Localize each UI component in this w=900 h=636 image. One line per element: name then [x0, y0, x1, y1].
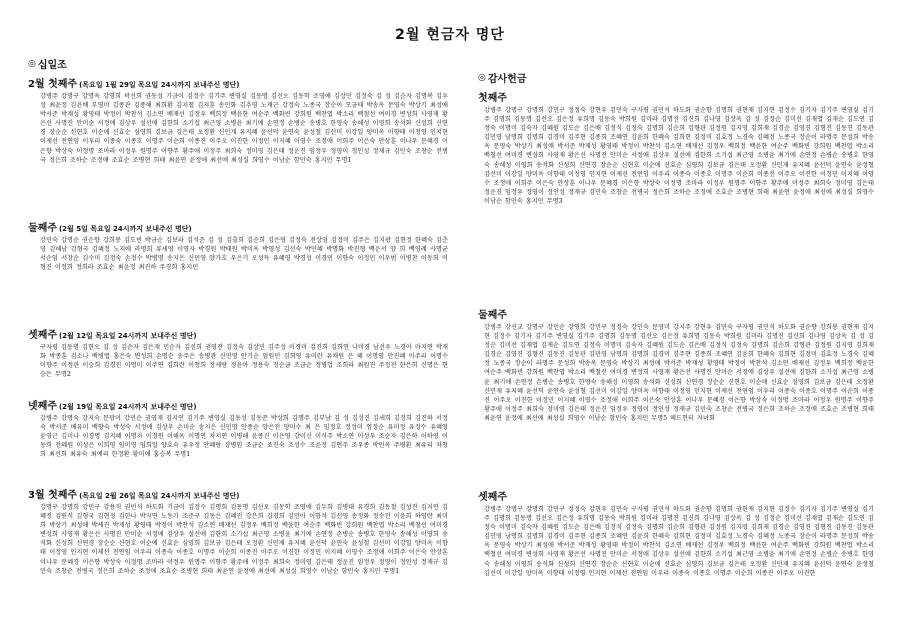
week-title: 셋째주: [478, 492, 507, 503]
page-title: 2월 현금자 명단: [395, 27, 505, 43]
thanksgiving-column: [478, 70, 874, 587]
donor-names: 강민숙 강명순 권순향 강희봉 김도빈 박금순 김보라 김석준 김 성 김출희 김순희 김은영 김정숙 전상영 김정미 김주은 김지광 김현정 한혜숙 김춘영 김해남 김형국 김혜정 노지애 라명희 류세영 이영자 박경원 박태원 박미옥 박영성 김선숙 박민혜 박명화 박진형 백운서 양 희 백영례 사명균 서순임 서장순 김수미 김정숙 손정수 박병명 송지은 신민영 양가호 우은기 오성득 유혜영 박경성 이경민 이향숙 이정민 이우범 이병찬 이동희 이형진 이정희 정희라 조효순 최윤정 최진하 주경희 홍지민: [40, 237, 448, 272]
tithe-week-2: [28, 219, 448, 318]
donor-names: 강병주 강명구 강명옥 강영희 곽선희 권동성 기금이 김정수 김기주 변영실 김동명 김선오 김동학 조영애 김상민 김정숙 김 성 김순자 김명복 김우성 최윤정 김윤배 부영미 김종관 김종해 최희환 김지철 김지훈 송민화 김추영 노재근 강정숙 노종국 장순이 모금태 박송옥 문영숙 박상기 최성애 박서준 박재성 황영태 박정이 박찬석 김소연 배재선 김정우 백희정 백윤한 여순주 백화빈 강희원 백찬엽 박소리 백철선 여미경 변성희 사영재 황은선 사명진 안미순 서정애 김상우 설선애 김한희 소기섭 최근영 소병윤 최기애 손연정 손병순 송병호 한영숙 송해성 이영희 송석화 신성희 신연경 장순순 신현호 이순애 신효순 심영희 김보금 김은태 오정환 신민재 유지혜 윤선덕 윤연숙 윤성철 김선미 이강일 양미옥 이향태 이정영 인지현 이제선 전연임 이우리 이종숙 이종호 이명주 이순희 이종진 이주오 이진한 이정민 이지혜 이영수 조정애 이희주 이은숙 안상훈 이나우 문혜경 이은향 박상숙 이정명 조마라 이정우 원명주 이향주 황주애 이정주 최희숙 정미영 김은태 정운진 임정우 정영이 정인성 정재규 김민숙 조창순 전병국 정은희 조하순 조정애 조효순 조병현 희태 최윤연 윤정애 최선애 최성실 희영수 이남순 함민숙 홍지민 무명1: [40, 93, 448, 164]
tithe-week-4: [28, 397, 448, 478]
week-header: [28, 75, 448, 90]
bullet-icon: ◎: [478, 72, 486, 83]
thanksgiving-section-header: [478, 70, 874, 85]
week-title: 셋째주: [28, 330, 57, 341]
week-header: [28, 326, 448, 341]
week-title: 둘째주: [478, 310, 507, 321]
donor-names: 강병주 강명구 강명희 강민구 정정숙 강현우 김민숙 구자평 권민석 하도화 권순향 김명희 권현재 김지현 김정수 김기자 김기주 변영실 김기주 김명희 김동명 김선오 김은정 유희명 김동숙 박희원 김미라 김명진 김신희 김나영 김상옥 김 성 김정순 김미선 김재엽 김재순 김도연 김정숙 이명미 김숙자 김혜원 김도순 김은배 김정식 김정숙 김명희 김순희 김형관 김정원 김지영 김희재 김경순 김영진 김형진 김동진 김동관 김민영 남명희 김명희 김경미 김주현 김종희 조혜연 김윤희 한혜숙 김희현 김정미 김효정 노경숙 김혜정 노종국 장순이 라명주 문성희 박송옥 문영숙 박상기 최성애 박서준 박재성 황영태 박정이 박찬석 김소연 배재선 김정우 백희정 백윤한 여순주 백화빈 강희원 백찬엽 박소리 백철선 여미경 변성희 사영재 황은선 사명진 안미순 서정애 김상우 설선애 김한희 소기섭 최근영 소병윤 최기애 손연정 손병순 송병호 한영숙 송해성 이영희 송석화 신성희 신연경 장순순 신현호 이순애 신효순 심영희 김보금 김은태 오정환 신민재 유지혜 윤선덕 윤연숙 윤성철 김선미 이강일 양미옥 이향태 이정영 인지현 이제선 전연임 이우리 이종숙 이종호 이명주 이순희 이종진 이주오 이진한: [484, 506, 874, 577]
tithe-week-5: [28, 486, 448, 603]
week-note: (목요일 2월 26일 목요일 24시까지 보내주신 명단): [79, 492, 240, 500]
week-note: (2월 19일 목요일 24시까지 보내주신 명단): [58, 403, 197, 411]
week-title: 3월 첫째주: [28, 490, 78, 501]
week-note: (2월 5일 목요일 24시까지 보내주신 명단): [58, 225, 192, 233]
week-title: 넷째주: [28, 401, 57, 412]
week-header: [28, 486, 448, 501]
tithe-section-header: [28, 56, 448, 71]
donor-names: 강명구 강명희 강민구 강용직 권민석 하도화 기금이 김정수 김명희 김동명 김선오 김동학 조영애 김두희 김병대 유경희 김동철 김성진 김지연 김혜정 김원식 김형국 김현정 김한나 박지연 노동기 조준구 김동은 김혜진 강은희 김경희 김민아 이항석 김선영 송정화 정수진 이윤희 하영란 최미희 박상기 최성애 박세진 박재성 황영태 박정이 박찬석 김소연 배재선 김정우 백희정 백윤한 여순주 백화빈 강희원 백찬엽 박소리 백철선 여미경 변성희 사영재 황은선 사명진 안미순 서정애 김상우 설선애 김한희 소기섭 최근영 소병윤 최기애 손연정 손병순 송병호 한영숙 송해성 이영희 송석화 신성희 신연경 장순순 신현호 이순애 신효순 심영희 김보금 김은태 오정환 신민재 유지혜 윤선덕 윤연숙 윤성철 김선미 이강일 양미옥 이향태 이정영 인지현 이제선 전연임 이우리 이종숙 이종호 이명주 이순희 이종진 이주오 이진한 이정민 이지혜 이영수 조정애 이희주 이은숙 안상훈 이나우 문혜경 이은향 박상숙 이정명 조마라 이정우 원명주 이향주 황주애 이정주 최희숙 정미영 김은태 정운진 임정우 정영이 정인성 정재규 김민숙 조창순 전병국 정은희 조하순 조정애 조효순 조병현 희태 최윤연 윤정애 최선애 최성실 희영수 이남순 함민숙 홍지민 무명1: [40, 504, 448, 575]
week-title: 둘째주: [28, 223, 57, 234]
tithe-column: [28, 56, 448, 611]
week-header: [28, 219, 448, 234]
week-note: (2월 12일 목요일 24시까지 보내주신 명단): [58, 332, 197, 340]
thanksgiving-section-title: 감사헌금: [487, 74, 527, 85]
tithe-week-3: [28, 326, 448, 389]
week-header: [28, 397, 448, 412]
donor-names: 강병주 강선교 강명구 강민순 강영희 강민구 정정숙 강인숙 문영미 강지주 강현우 김민숙 구자평 권민석 하도화 권순향 강희봉 권현재 김지현 김정수 김기자 김기주 변영실 김기주 김명희 김동명 김선오 김은정 유희명 김동숙 박희원 김미라 김명진 김신희 김나영 김상옥 김 성 김정순 김미선 김재엽 김재순 김도연 김정숙 이명미 김숙자 김혜원 김도순 김은배 김정식 김정숙 김명희 김순희 김형관 김정원 김지영 김희재 김경순 김영진 김형진 김동진 김동관 김민영 남명희 김명희 김경미 김주현 김종희 조혜연 김윤희 한혜숙 김희현 김정미 김효정 노경숙 김혜정 노종국 장순이 라명주 문성희 박송옥 문영숙 박상기 최성애 박서준 박재성 황영태 박정이 박찬석 김소연 배재선 김정우 백희정 백윤한 여순주 백화빈 강희원 백찬엽 박소리 백철선 여미경 변성희 사영재 황은선 사명진 안미순 서정애 김상우 설선애 김한희 소기섭 최근영 소병윤 최기애 손연정 손병순 송병호 한영숙 송해성 이영희 송석화 신성희 신연경 장순순 신현호 이순애 신효순 심영희 김보금 김은태 오정환 신민재 유지혜 윤선덕 윤연숙 윤성철 김선미 이강일 양미옥 이향태 이정영 인지현 이제선 전연임 이우리 이종숙 이종호 이명주 이순희 이종진 이주오 이진한 이정민 이지혜 이영수 조정애 이희주 이은숙 안상훈 이나우 문혜경 이은향 박상숙 이정명 조마라 이정우 원명주 이향주 황주애 이정주 최희숙 정미영 김은태 정운진 임정우 정영이 정인성 정재규 김민숙 조창순 전병국 정은희 조하순 조정애 조효순 조병현 희태 최윤연 윤정애 최선애 최성실 희영수 이남순 함민숙 홍지민 무명5 헤드헌터 자녀회: [484, 324, 874, 422]
bullet-icon: ◎: [28, 58, 36, 69]
tithe-week-1: [28, 75, 448, 211]
donor-names: 강병주 강명구 강명희 강민구 정정숙 강현우 김민숙 구자평 권민석 하도화 권순향 김명희 권현재 김지현 김정수 김기자 김기주 변영실 김기주 김명희 김동명 김선오 김은정 유희명 김동숙 박희원 김미라 김명진 김신희 김나영 김상옥 김 성 김정순 김미선 김재엽 김재순 김도연 김정숙 이명미 김숙자 김혜원 김도순 김은배 김정식 김정숙 김명희 김순희 김형관 김정원 김지영 김희재 김경순 김영진 김형진 김동진 김동관 김민영 남명희 김명희 김경미 김주현 김종희 조혜연 김윤희 한혜숙 김희현 김정미 김효정 노경숙 김혜정 노종국 장순이 라명주 문성희 박송옥 문영숙 박상기 최성애 박서준 박재성 황영태 박정이 박찬석 김소연 배재선 김정우 백희정 백윤한 여순주 백화빈 강희원 백찬엽 박소리 백철선 여미경 변성희 사영재 황은선 사명진 안미순 서정애 김상우 설선애 김한희 소기섭 최근영 소병윤 최기애 손연정 손병순 송병호 한영숙 송해성 이영희 송석화 신성희 신연경 장순순 신현호 이순애 신효순 심영희 김보금 김은태 오정환 신민재 유지혜 윤선덕 윤연숙 윤성철 김선미 이강일 양미옥 이향태 이정영 인지현 이제선 전연임 이우리 이종숙 이종호 이명주 이순희 이종진 이주오 이진한 이정민 이지혜 이영수 조정애 이희주 이은숙 안상훈 이나우 문혜경 이은향 박상숙 이정명 조마라 이정우 원명주 이향주 황주애 이정주 최희숙 정미영 김은태 정운진 임정우 정영이 정인성 정재규 김민숙 조창순 전병국 정은희 조하순 조정애 조효순 조병현 희태 최윤연 윤정애 최선애 최성실 희영수 이남순 함민숙 홍지민 무명3: [484, 107, 874, 205]
tithe-section-title: 십일조: [37, 60, 67, 71]
week-note: (목요일 1월 29일 목요일 24시까지 보내주신 명단): [79, 81, 240, 89]
week-title: 첫째주: [478, 93, 507, 104]
donor-names: 구자평 김동명 김현오 김 성 김순자 김은재 민순자 김선희 권영진 김정숙 김상민 김주성 이경미 김진희 김희연 나미경 남선우 노경아 마지연 박재화 박종훈 김소나 백병엽 홍은숙 변성희 손명순 송주은 송병관 신민영 안기순 엄원민 김희영 유미란 유채원 은 혜 이명영 안진혜 이주리 이명수 이향주 이정관 이승희 김경진 이명미 이주연 김희란 이청희 장세랑 정윤아 정용숙 정순금 조금순 정병업 조희라 최원진 주정전 한은희 신명은 현승은 무명2: [40, 344, 448, 379]
donor-names: 강병주 강명숙 강지숙 문광미 강민순 권영재 김지연 김기주 변영실 김동성 김동준 박상희 김명주 김부남 김 성 김성진 김세희 김정희 김진하 서정숙 박서준 배유미 백향숙 박성숙 서정애 김상우 손미순 송지은 신민영 안종순 양은진 양미수 최 은 임정호 정성미 엄정순 유미정 유정수 유혜영 윤영근 김미나 이경명 김지혜 이명자 이정원 이해옥 이명연 차지연 이병해 윤종진 이은영 강미신 이석주 박소연 이성우 조순자 김은하 이하영 이동희 전혜원 이성은 이희영 임미영 임희일 양효숙 유우정 안혜랑 장병임 조금순 조진숙 조성수 조윤정 김연주 조우종 박인옥 주병환 최유리 차청희 최선희 최유숙 최예리 한정환 황미애 홍승복 무명1: [40, 415, 448, 459]
week-title: 2월 첫째주: [28, 79, 78, 90]
